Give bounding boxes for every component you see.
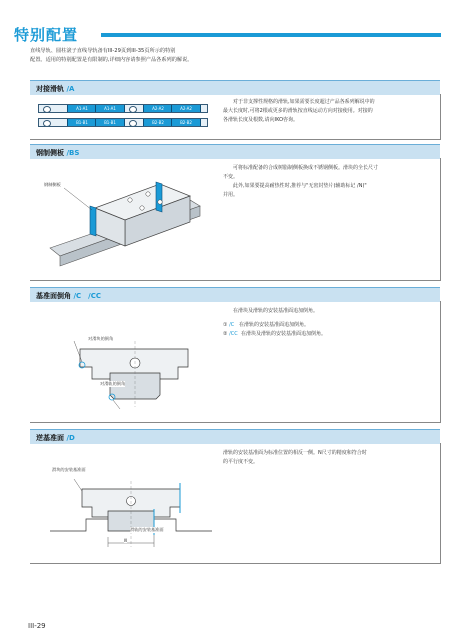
rail-diagram-row2 [38, 118, 208, 127]
rail-end-icon [129, 106, 137, 113]
intro-text [30, 47, 430, 65]
section-title-text: 钢制侧板 [36, 149, 64, 157]
section-header-c [30, 287, 440, 302]
rail-end-icon [129, 120, 137, 127]
section-title-text: 基准面倒角 [36, 292, 71, 300]
section-header-a [30, 80, 440, 95]
page-title: 特别配置 [14, 26, 79, 44]
section-card-a [30, 94, 441, 140]
dimension-n-label: N [124, 538, 128, 543]
option-text: 在滑块及滑轨的安装基准面追加倒角。 [240, 331, 326, 337]
page-number: III-29 [28, 622, 46, 630]
section-card-d [30, 443, 441, 564]
chamfer-cross-section-diagram [70, 331, 200, 411]
rail-joint-mark [95, 105, 125, 112]
desc-line: 各滑轨长度及根数,请向IKO咨询。 [223, 117, 299, 123]
joint-mark-label: B1·B1 [104, 120, 116, 125]
intro-line: 直线导轨、圆柱滚子直线导轨备有III-29页到III-35页所示的特别 [30, 48, 176, 54]
section-title [36, 291, 101, 301]
desc-line: 滑轨的安装基准面为标准位置的相反一侧。N尺寸的精度和符合时 [223, 450, 367, 456]
option-number: ① [223, 322, 228, 328]
desc-line: 最大长度时,可将2根或更多的滑轨按直线运动方向对接使用。对接的 [223, 108, 373, 114]
section-description [223, 98, 435, 125]
desc-line: 可将标准配备的合成树脂制侧板换成不锈钢侧板。滑块的全长尺寸 [233, 165, 379, 171]
block-reference-callout: 滑块的安装基准面 [52, 467, 86, 472]
joint-mark-label: B2·B2 [180, 120, 192, 125]
desc-line: 此外,如果要提高耐热性时,推荐与"无密封垫片(辅助标记 /N)" [233, 183, 367, 189]
section-header-bs [30, 144, 440, 159]
desc-line: 并用。 [223, 192, 239, 198]
section-code: /C /CC [73, 292, 101, 300]
section-title [36, 148, 79, 158]
section-description [223, 307, 435, 339]
rail-end-icon [43, 106, 51, 113]
rail-joint-mark [67, 105, 97, 112]
rail-joint-mark [171, 105, 201, 112]
rail-joint-mark [95, 119, 125, 126]
option-text: 在滑轨的安装基准面追加倒角。 [239, 322, 310, 328]
section-code: /BS [66, 149, 80, 157]
rail-diagram-row1 [38, 104, 208, 113]
intro-line: 配置。适用的特别配置是有限制的,详细内容请参照产品各系列的解说。 [30, 57, 193, 63]
desc-line: 的平行度不变。 [223, 459, 259, 465]
joint-mark-label: A1·A1 [104, 106, 116, 111]
section-card-bs [30, 158, 441, 281]
desc-line: 在滑块及滑轨的安装基准面追加倒角。 [233, 308, 319, 314]
section-title [36, 433, 75, 443]
joint-mark-label: A2·A2 [180, 106, 192, 111]
block-chamfer-callout: 对滑块的倒角 [88, 336, 114, 341]
section-title-text: 对接滑轨 [36, 85, 64, 93]
section-description [223, 164, 435, 200]
rail-joint-mark [143, 119, 173, 126]
section-description [223, 449, 435, 467]
rail-joint-mark [143, 105, 173, 112]
option-c [223, 321, 435, 330]
rail-end-icon [43, 120, 51, 127]
option-code: /CC [229, 331, 238, 337]
section-title [36, 84, 74, 94]
reverse-reference-diagram [46, 469, 216, 559]
rail-joint-mark [67, 119, 97, 126]
joint-mark-label: A2·A2 [152, 106, 164, 111]
steel-side-plate-illustration [40, 170, 220, 274]
option-number: ② [223, 331, 228, 337]
rail-reference-callout: 滑轨的安装基准面 [130, 527, 164, 532]
desc-line: 不变。 [223, 174, 239, 180]
title-underline [101, 33, 441, 37]
joint-mark-label: B2·B2 [152, 120, 164, 125]
section-title-text: 逆基准面 [36, 434, 64, 442]
option-code: /C [229, 322, 235, 328]
joint-mark-label: B1·B1 [76, 120, 88, 125]
section-card-c [30, 301, 441, 423]
option-cc [223, 330, 435, 339]
steel-plate-callout: 钢制侧板 [44, 182, 61, 187]
desc-line: 对于非支撑性规格的滑轨,如果需要长度超过产品各系列解说中的 [233, 99, 375, 105]
section-code: /D [66, 434, 75, 442]
rail-joint-mark [171, 119, 201, 126]
section-header-d [30, 429, 440, 444]
rail-chamfer-callout: 对滑轨的倒角 [100, 381, 126, 386]
section-code: /A [66, 85, 75, 93]
joint-mark-label: A1·A1 [76, 106, 88, 111]
